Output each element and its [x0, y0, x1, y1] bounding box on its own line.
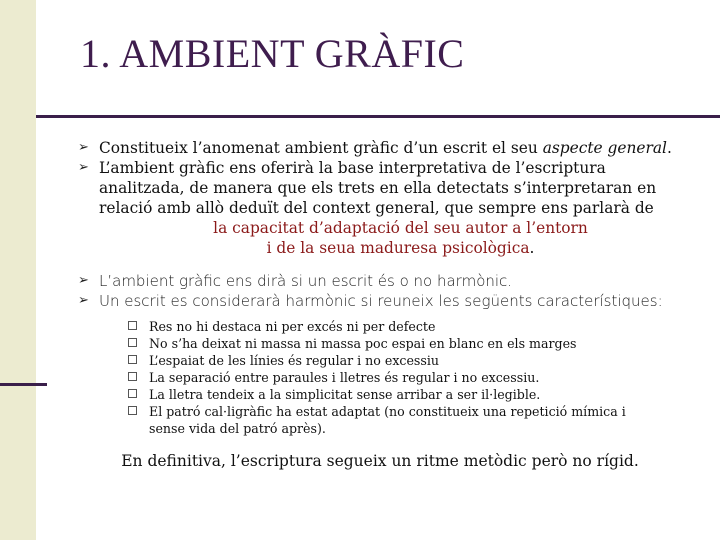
list-item: Res no hi destaca ni per excés ni per defecte — [128, 318, 688, 335]
side-accent-line — [0, 383, 47, 386]
square-bullet-icon — [128, 406, 137, 415]
bullet-item: ➢ Constitueix l’anomenat ambient gràfic d’un escrit el seu aspecte general. — [78, 139, 672, 157]
title-rule — [36, 115, 720, 118]
bullet-continuation: analitzada, de manera que els trets en ella detectats s’interpretaran en — [99, 179, 657, 197]
square-bullet-icon — [128, 338, 137, 347]
subitem-list — [128, 318, 688, 437]
arrow-bullet-icon: ➢ — [78, 273, 89, 288]
arrow-bullet-icon: ➢ — [78, 293, 89, 308]
square-bullet-icon — [128, 389, 137, 398]
square-bullet-icon — [128, 321, 137, 330]
highlight-line: la capacitat d’adaptació del seu autor a l’entorn — [213, 219, 588, 237]
list-item-continuation: sense vida del patró après). — [149, 421, 326, 436]
list-item: La lletra tendeix a la simplicitat sense arribar a ser il·legible. — [128, 386, 688, 403]
slide-title: 1. AMBIENT GRÀFIC — [80, 31, 465, 76]
conclusion-text: En definitiva, l’escriptura segueix un ritme metòdic però no rígid. — [121, 452, 639, 470]
square-bullet-icon — [128, 355, 137, 364]
list-item: El patró cal·ligràfic ha estat adaptat (no constitueix una repetició mímica i — [128, 403, 688, 420]
list-item: L’espaiat de les línies és regular i no excessiu — [128, 352, 688, 369]
square-bullet-icon — [128, 372, 137, 381]
bullet-group-2 — [78, 271, 703, 311]
bullet-item: ➢ L’ambient gràfic ens oferirà la base interpretativa de l’escriptura — [78, 159, 606, 177]
list-item: La separació entre paraules i lletres és regular i no excessiu. — [128, 369, 688, 386]
bullet-continuation: relació amb allò deduït del context general, que sempre ens parlarà de — [99, 199, 654, 217]
bullet-group-1 — [78, 138, 703, 258]
arrow-bullet-icon: ➢ — [78, 140, 89, 155]
highlight-line: i de la seua maduresa psicològica. — [266, 239, 535, 257]
bullet-item: ➢ Un escrit es considerarà harmònic si reuneix les següents característiques: — [78, 292, 663, 310]
bullet-item: ➢ L’ambient gràfic ens dirà si un escrit és o no harmònic. — [78, 272, 513, 290]
list-item: No s’ha deixat ni massa ni massa poc espai en blanc en els marges — [128, 335, 688, 352]
arrow-bullet-icon: ➢ — [78, 160, 89, 175]
